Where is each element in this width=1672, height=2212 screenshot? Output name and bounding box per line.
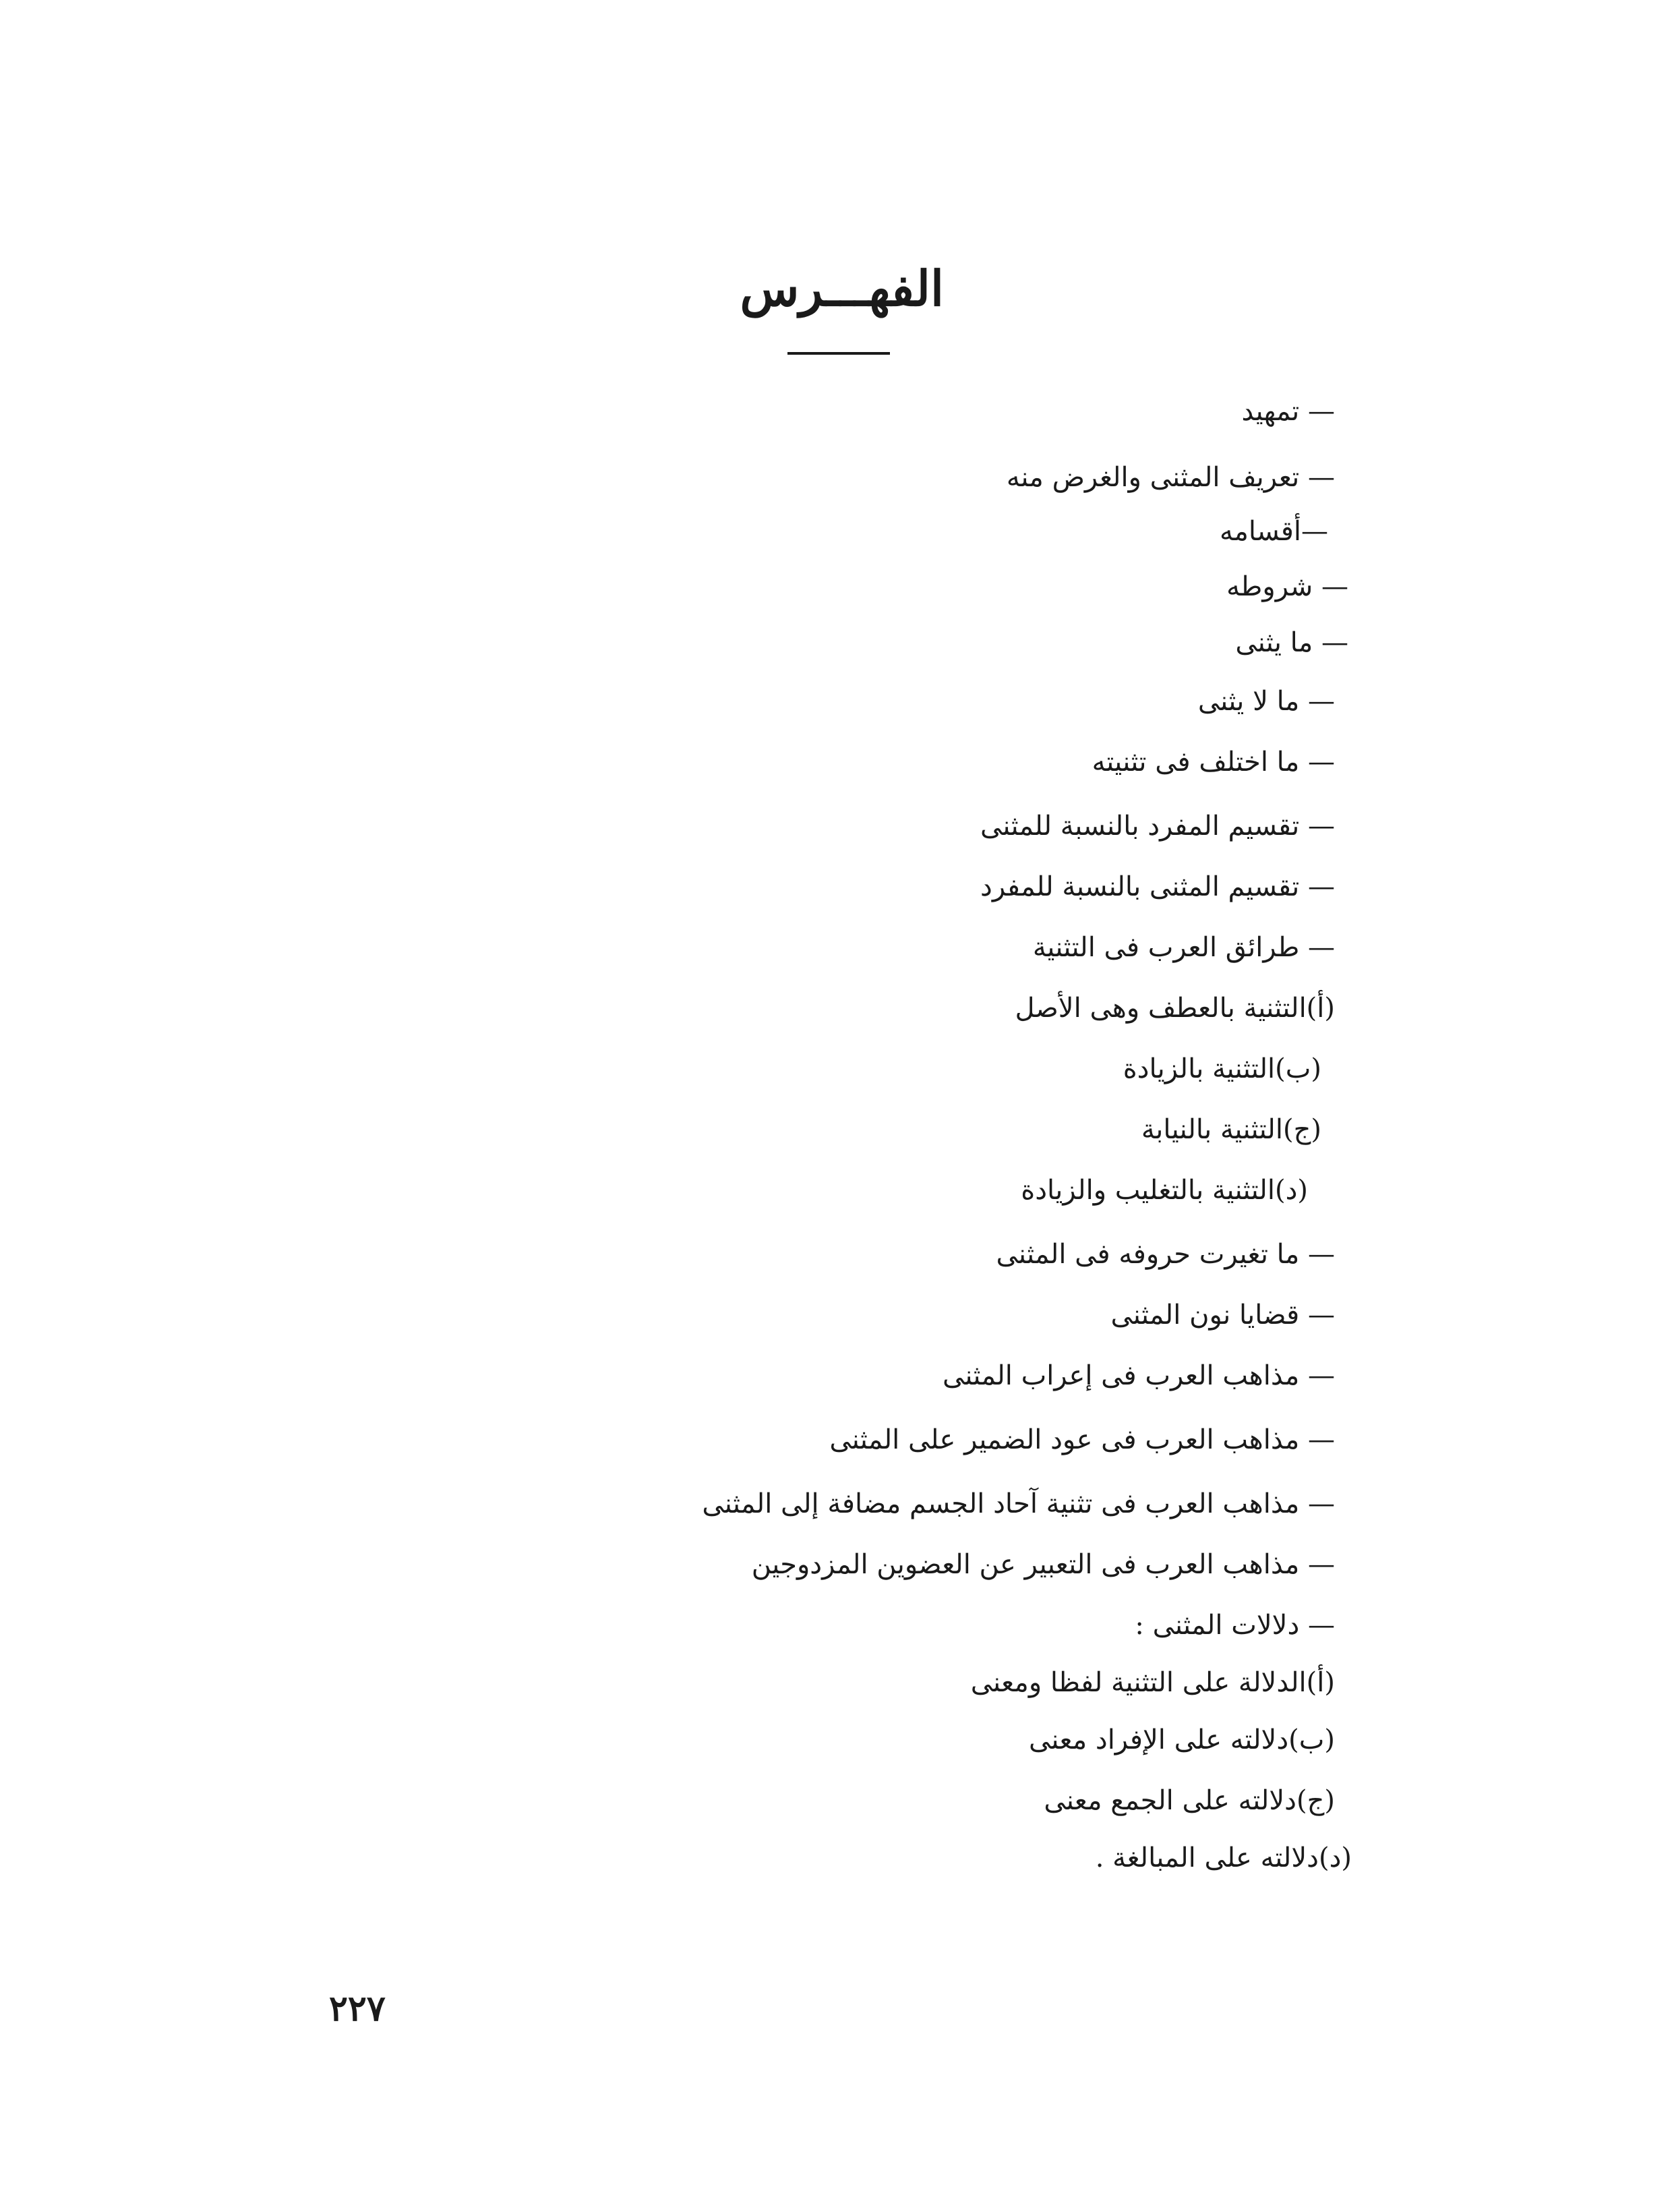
toc-item: — ما اختلف فى تثنيته bbox=[1092, 747, 1335, 778]
toc-item: — مذاهب العرب فى عود الضمير على المثنى bbox=[829, 1424, 1335, 1455]
toc-item: (ج)التثنية بالنيابة bbox=[1141, 1114, 1321, 1145]
toc-item: (د)دلالته على المبالغة . bbox=[1095, 1842, 1352, 1873]
toc-item: — قضايا نون المثنى bbox=[1110, 1300, 1335, 1331]
toc-item: — ما يثنى bbox=[1235, 627, 1348, 658]
toc-item: — طرائق العرب فى التثنية bbox=[1032, 932, 1335, 963]
toc-item: — ما تغيرت حروفه فى المثنى bbox=[996, 1239, 1335, 1270]
page-number: ٢٢٧ bbox=[329, 1988, 386, 2029]
toc-item: — مذاهب العرب فى إعراب المثنى bbox=[943, 1360, 1335, 1391]
toc-item: —أقسامه bbox=[1220, 516, 1328, 547]
toc-item: (أ)التثنية بالعطف وهى الأصل bbox=[1015, 993, 1335, 1024]
page-title: الفهـــرس bbox=[740, 260, 944, 317]
toc-item: — ما لا يثنى bbox=[1197, 686, 1335, 717]
toc-item: (أ)الدلالة على التثنية لفظا ومعنى bbox=[970, 1667, 1335, 1698]
toc-item: — مذاهب العرب فى تثنية آحاد الجسم مضافة إلى المثنى bbox=[702, 1488, 1335, 1519]
toc-item: (د)التثنية بالتغليب والزيادة bbox=[1021, 1175, 1308, 1206]
toc-item: — تمهيد bbox=[1241, 396, 1335, 427]
toc-item: — تقسيم المثنى بالنسبة للمفرد bbox=[980, 871, 1335, 902]
toc-item: — شروطه bbox=[1226, 571, 1348, 602]
toc-item: — دلالات المثنى : bbox=[1135, 1610, 1335, 1641]
toc-item: — مذاهب العرب فى التعبير عن العضوين المزدوجين bbox=[751, 1549, 1335, 1580]
toc-item: (ب)دلالته على الإفراد معنى bbox=[1029, 1724, 1335, 1755]
toc-item: (ج)دلالته على الجمع معنى bbox=[1044, 1785, 1335, 1816]
toc-item: — تقسيم المفرد بالنسبة للمثنى bbox=[980, 811, 1335, 842]
title-underline bbox=[787, 352, 890, 355]
toc-item: (ب)التثنية بالزيادة bbox=[1123, 1053, 1321, 1084]
toc-item: — تعريف المثنى والغرض منه bbox=[1006, 462, 1335, 493]
